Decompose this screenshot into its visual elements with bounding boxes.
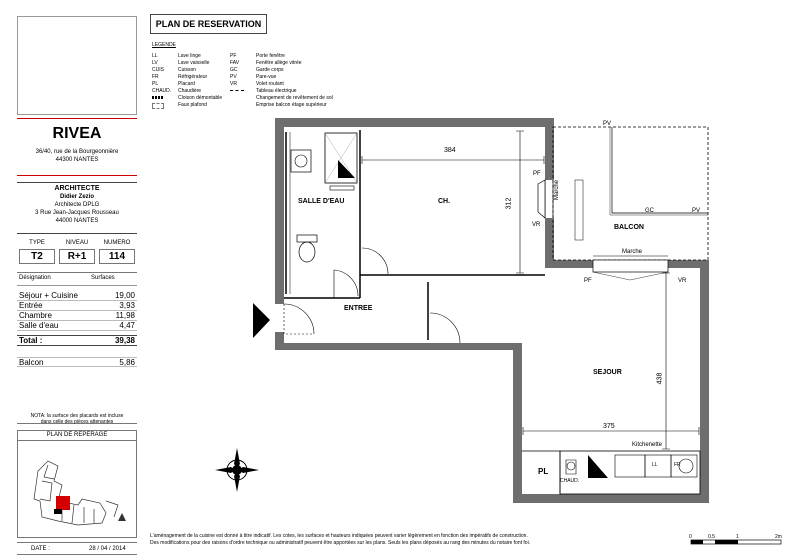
legend-text: Faux plafond <box>178 102 207 108</box>
mark-pv-right: PV <box>692 208 701 214</box>
chaudiere <box>567 462 575 470</box>
mark-marche-vertical: Marche <box>554 179 560 200</box>
scale-bar <box>691 540 781 544</box>
dim-ch-height: 312 <box>505 197 513 210</box>
legend-text: Cloison démontable <box>178 95 223 101</box>
reperage-title: PLAN DE REPERAGE <box>18 432 136 441</box>
room-chambre: CH. <box>438 198 451 205</box>
surfaces-note-1: NOTA: la surface des placards est incluse <box>30 413 124 419</box>
surface-label: Salle d'eau <box>19 321 59 330</box>
wall-balcon-bottom <box>545 260 593 268</box>
legend-code: VR <box>230 81 237 87</box>
sejour-window <box>593 260 668 272</box>
architect-name: Didier Zezio <box>59 194 94 200</box>
legend-text: Lave vaisselle <box>178 60 210 66</box>
surface-value: 11,98 <box>115 311 135 320</box>
room-salle-deau: SALLE D'EAU <box>298 198 345 205</box>
mark-pf-sejour: PF <box>584 278 592 284</box>
legend-code: PF <box>230 53 237 59</box>
legend-text: Fenêtre allège vitrée <box>256 60 302 66</box>
toilet-bowl <box>299 242 315 262</box>
legend-code: PL <box>152 81 159 87</box>
surfaces-col-designation: Désignation <box>19 275 51 281</box>
wall-sejour-right <box>700 260 709 503</box>
legend-text: Pare-vue <box>256 74 277 80</box>
numero-label: NUMERO <box>103 240 131 246</box>
legend-text: Changement de revêtement de sol <box>256 95 333 101</box>
toilet-tank <box>297 235 317 242</box>
scale-1: 1 <box>736 534 739 540</box>
type-label: TYPE <box>29 240 45 246</box>
chaud-label: CHAUD. <box>560 478 580 484</box>
fr-label: FR <box>674 462 681 468</box>
wall-sejour-left <box>513 343 522 503</box>
scale-0: 0 <box>689 534 692 540</box>
footnote-1: L'aménagement de la cuisine est donné à titre indicatif. Les cotes, les surfaces et hauteurs indiquées peuvent varier légèrement en fonction des impératifs de construction. <box>150 533 528 539</box>
date-value: 28 / 04 / 2014 <box>89 546 126 552</box>
architect-address-2: 44000 NANTES <box>55 218 99 224</box>
legend-code: FR <box>152 74 159 80</box>
surface-value: 5,86 <box>119 358 135 367</box>
legend-code: FAV <box>230 60 240 66</box>
surfaces-note-2: dans celle des pièces attenantes <box>40 419 114 425</box>
dim-ch-width: 384 <box>444 147 456 154</box>
plan-title: PLAN DE RESERVATION <box>150 14 267 34</box>
mark-gc: GC <box>645 208 654 214</box>
legend-code: LL <box>152 53 158 59</box>
kitchen-hood <box>588 455 608 478</box>
surface-value: 4,47 <box>119 321 135 330</box>
legend-text: Porte fenêtre <box>256 53 285 59</box>
surface-label: Chambre <box>19 311 52 320</box>
legend-code: LV <box>152 60 158 66</box>
kitchen-sink <box>615 455 645 477</box>
architect-address-1: 3 Rue Jean-Jacques Rousseau <box>35 210 119 216</box>
legend-text: Garde corps <box>256 67 284 73</box>
ll-label: LL <box>652 462 658 468</box>
legend-text: Cuisson <box>178 67 197 73</box>
niveau-value: R+1 <box>59 249 95 264</box>
room-pl: PL <box>538 467 549 476</box>
legend-code: CHAUD. <box>152 88 172 94</box>
niveau-label: NIVEAU <box>65 240 89 246</box>
scale-2: 2m <box>775 534 782 540</box>
wall-top <box>275 118 553 127</box>
kitchenette-label: Kitchenette <box>632 442 663 448</box>
brand-address-1: 36/40, rue de la Bourgeonnière <box>35 149 119 155</box>
room-balcon: BALCON <box>614 224 644 231</box>
legend-text: Chaudière <box>178 88 202 94</box>
surface-value: 19,00 <box>114 291 135 300</box>
legend-text: Emprise balcon étage supérieur <box>256 102 327 108</box>
numero-value: 114 <box>99 249 135 264</box>
mark-marche-horizontal: Marche <box>622 249 643 255</box>
dim-sejour-width: 375 <box>603 423 615 430</box>
type-value: T2 <box>19 249 55 264</box>
surface-label: Entrée <box>19 301 43 310</box>
ch-window-leaf <box>538 180 545 218</box>
surface-value: 3,93 <box>119 301 135 310</box>
date-label: DATE : <box>31 546 50 552</box>
legend-text: Réfrigérateur <box>178 74 208 80</box>
legend-code: PV <box>230 74 237 80</box>
kitchen-counter <box>560 451 700 494</box>
legend-text: Placard <box>178 81 195 87</box>
surfaces-col-surfaces: Surfaces <box>91 275 115 281</box>
architect-title: Architecte DPLG <box>54 202 100 208</box>
compass-icon <box>215 448 259 492</box>
mark-pv-top: PV <box>603 121 612 127</box>
legend-text: Lave linge <box>178 53 201 59</box>
architect-heading: ARCHITECTE <box>54 185 100 192</box>
sde-icon <box>338 160 355 178</box>
legend-text: Tableau électrique <box>256 88 297 94</box>
surface-label: Séjour + Cuisine <box>19 291 78 300</box>
wall-entree-bottom <box>275 343 522 350</box>
mark-vr-sejour: VR <box>678 278 687 284</box>
total-label: Total : <box>19 336 43 345</box>
scale-05: 0.5 <box>708 534 715 540</box>
dim-sejour-height: 438 <box>656 372 664 385</box>
legend-title: LEGENDE <box>152 42 176 48</box>
washbasin <box>291 150 311 172</box>
surface-label: Balcon <box>19 358 44 367</box>
brand-name: RIVEA <box>52 125 102 142</box>
footnote-2: Des modifications pour des raisons d'ordre technique ou administratif peuvent être apportées sur les plans. Seuls les plans déposés au rang des minutes du notaire font foi. <box>150 540 531 546</box>
entrance-arrow <box>253 303 270 338</box>
mark-pf-ch: PF <box>533 171 541 177</box>
wall-bottom <box>513 494 709 503</box>
mark-vr-ch: VR <box>532 222 541 228</box>
legend-text: Volet roulant <box>256 81 284 87</box>
brand-address-2: 44300 NANTES <box>55 157 99 163</box>
total-value: 39,38 <box>114 336 135 345</box>
legend-code: GC <box>230 67 238 73</box>
room-sejour: SEJOUR <box>593 369 622 376</box>
room-entree: ENTREE <box>344 305 373 312</box>
legend-code: CUIS <box>152 67 164 73</box>
wall-left <box>275 118 284 304</box>
